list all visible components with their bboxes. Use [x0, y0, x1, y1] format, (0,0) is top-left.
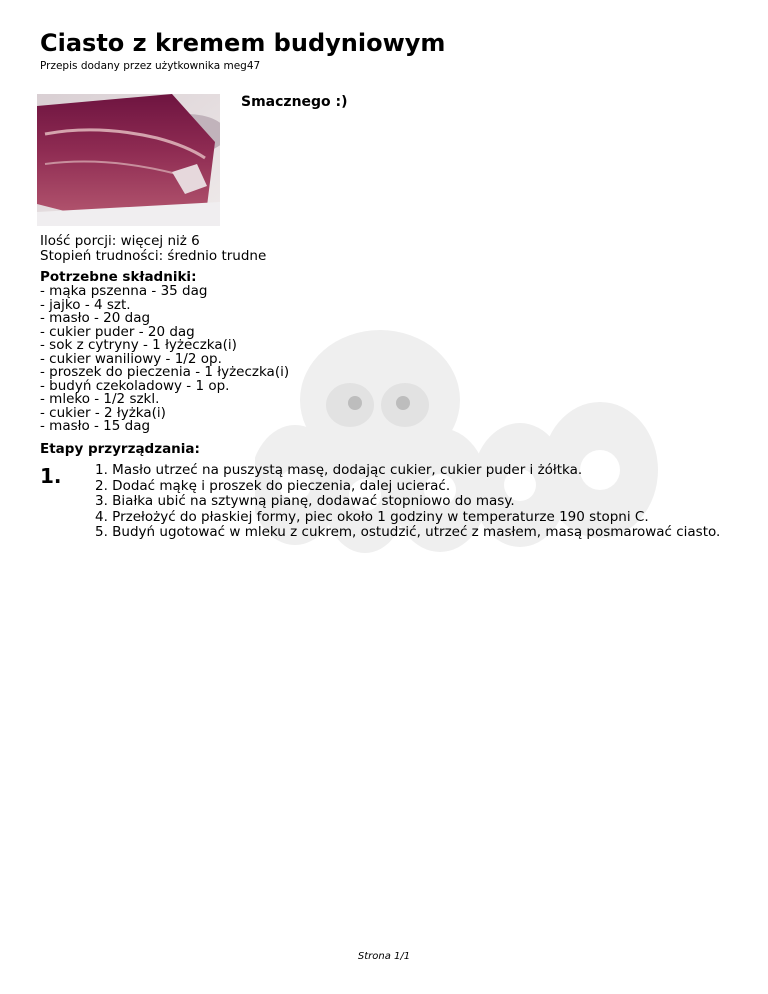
ingredient-item: - proszek do pieczenia - 1 łyżeczka(i)	[40, 364, 290, 380]
step-number: 1.	[40, 464, 62, 488]
step-item: 3. Białka ubić na sztywną pianę, dodawać stopniowo do masy.	[95, 493, 515, 509]
author-line: Przepis dodany przez użytkownika meg47	[40, 60, 261, 72]
recipe-meta	[40, 234, 266, 264]
steps-heading: Etapy przyrządzania:	[40, 441, 200, 457]
ingredients-heading: Potrzebne składniki:	[40, 269, 197, 285]
ingredient-item: - mleko - 1/2 szkl.	[40, 391, 160, 407]
ingredient-item: - cukier - 2 łyżka(i)	[40, 404, 166, 421]
step-item: 4. Przełożyć do płaskiej formy, piec około 1 godziny w temperaturze 190 stopni C.	[95, 508, 649, 525]
recipe-title: Ciasto z kremem budyniowym	[40, 29, 446, 57]
step-item: 2. Dodać mąkę i proszek do pieczenia, dalej ucierać.	[95, 477, 451, 494]
servings: Ilość porcji: więcej niż 6	[40, 233, 200, 249]
ingredient-item: - masło - 15 dag	[40, 418, 151, 434]
ingredient-item: - cukier puder - 20 dag	[40, 323, 195, 340]
ingredients-section	[40, 270, 289, 434]
ingredient-item: - sok z cytryny - 1 łyżeczka(i)	[40, 337, 237, 353]
ingredient-item: - masło - 20 dag	[40, 310, 151, 326]
ingredient-item: - mąka pszenna - 35 dag	[40, 283, 208, 299]
tagline: Smacznego :)	[241, 94, 348, 110]
steps-list	[95, 463, 728, 541]
page-number: Strona 1/1	[357, 951, 411, 962]
watermark-logo	[255, 310, 675, 610]
difficulty: Stopień trudności: średnio trudne	[40, 248, 267, 264]
ingredient-item: - cukier waniliowy - 1/2 op.	[40, 350, 222, 367]
ingredient-item: - jajko - 4 szt.	[40, 296, 131, 313]
step-item: 5. Budyń ugotować w mleku z cukrem, ostudzić, utrzeć z masłem, masą posmarować ciasto.	[95, 524, 721, 540]
recipe-photo	[37, 94, 220, 226]
step-item: 1. Masło utrzeć na puszystą masę, dodając cukier, cukier puder i żółtka.	[95, 462, 583, 478]
ingredient-item: - budyń czekoladowy - 1 op.	[40, 377, 230, 394]
